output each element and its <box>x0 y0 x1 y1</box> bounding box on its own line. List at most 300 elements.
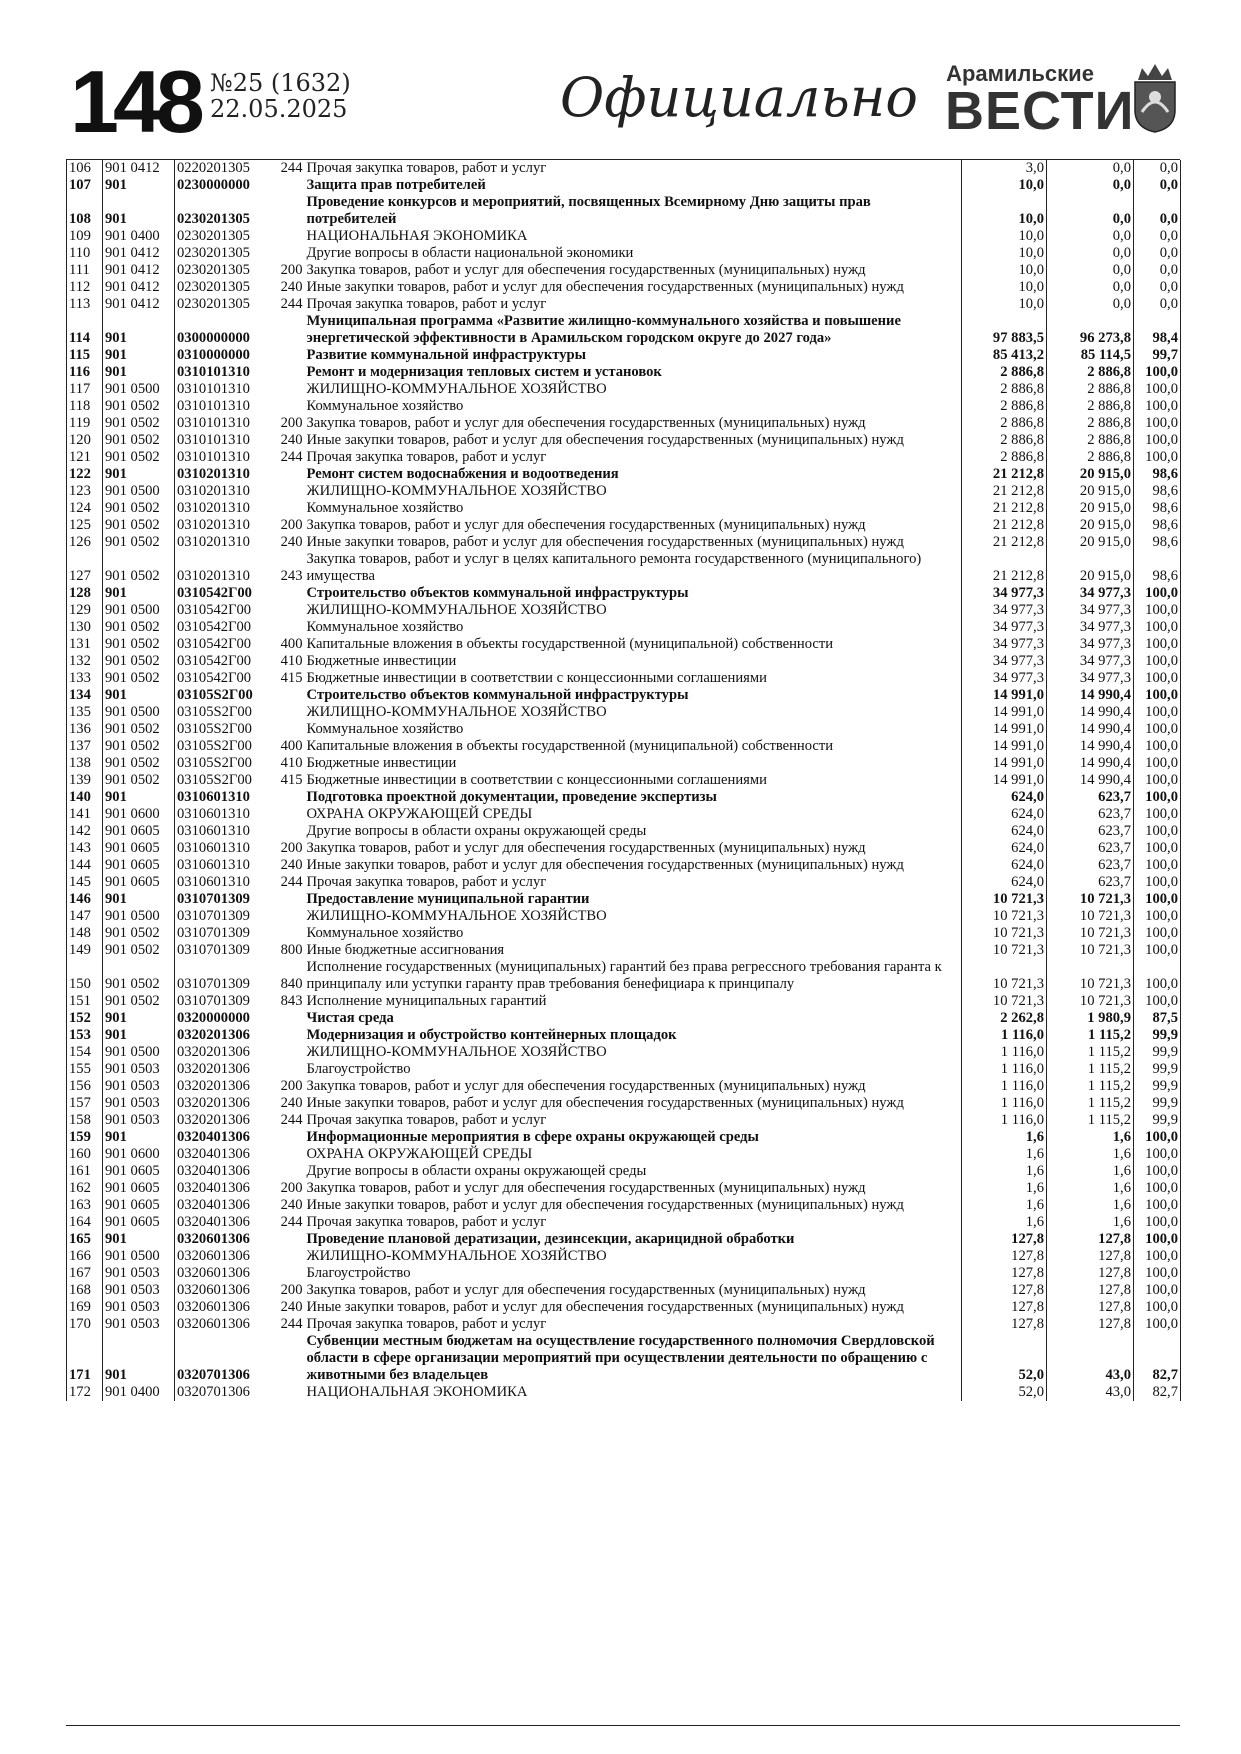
row-fact: 96 273,8 <box>1047 313 1134 347</box>
table-row <box>67 415 1181 432</box>
row-plan: 21 212,8 <box>962 466 1047 483</box>
row-csr <box>175 857 305 874</box>
row-number: 159 <box>67 1129 103 1146</box>
row-csr-code: 0320401306 <box>177 1180 250 1196</box>
row-csr <box>175 1010 305 1027</box>
table-row <box>67 364 1181 381</box>
row-csr-code: 0310201310 <box>177 534 250 550</box>
table-row <box>67 1384 1181 1401</box>
row-csr-code: 0320000000 <box>177 1010 250 1026</box>
row-number: 163 <box>67 1197 103 1214</box>
row-code: 901 <box>103 891 175 908</box>
table-row <box>67 857 1181 874</box>
page-header <box>70 52 1180 162</box>
row-csr-code: 0320601306 <box>177 1231 250 1247</box>
row-csr <box>175 874 305 891</box>
row-fact: 2 886,8 <box>1047 432 1134 449</box>
row-percent: 100,0 <box>1134 925 1181 942</box>
row-csr-code: 0320601306 <box>177 1248 250 1264</box>
row-vr-code: 240 <box>280 279 303 295</box>
row-code: 901 0502 <box>103 500 175 517</box>
row-csr-code: 0320201306 <box>177 1061 250 1077</box>
row-fact: 14 990,4 <box>1047 755 1134 772</box>
table-row <box>67 517 1181 534</box>
row-csr-code: 0320601306 <box>177 1316 250 1332</box>
row-number: 139 <box>67 772 103 789</box>
row-code: 901 0503 <box>103 1282 175 1299</box>
row-fact: 0,0 <box>1047 245 1134 262</box>
row-name: Защита прав потребителей <box>306 177 486 193</box>
table-row <box>67 1248 1181 1265</box>
row-csr-code: 0310542Г00 <box>177 636 252 652</box>
row-csr <box>175 347 305 364</box>
row-percent: 100,0 <box>1134 1146 1181 1163</box>
row-code: 901 0503 <box>103 1078 175 1095</box>
table-row <box>67 721 1181 738</box>
row-number: 152 <box>67 1010 103 1027</box>
row-fact: 20 915,0 <box>1047 534 1134 551</box>
row-csr-code: 0230201305 <box>177 279 250 295</box>
row-number: 107 <box>67 177 103 194</box>
row-number: 140 <box>67 789 103 806</box>
row-csr-code: 0310201310 <box>177 568 250 584</box>
row-csr-code: 0230201305 <box>177 228 250 244</box>
row-csr <box>175 245 305 262</box>
row-fact: 20 915,0 <box>1047 551 1134 585</box>
row-plan: 14 991,0 <box>962 738 1047 755</box>
row-vr-code: 415 <box>280 670 303 686</box>
row-csr-code: 0310601310 <box>177 823 250 839</box>
row-number: 142 <box>67 823 103 840</box>
row-fact: 623,7 <box>1047 789 1134 806</box>
row-percent: 100,0 <box>1134 1265 1181 1282</box>
row-percent: 99,7 <box>1134 347 1181 364</box>
logo-bottom-text: ВЕСТИ <box>945 81 1135 141</box>
row-vr-code: 200 <box>280 517 303 533</box>
row-plan: 97 883,5 <box>962 313 1047 347</box>
row-name: Иные закупки товаров, работ и услуг для обеспечения государственных (муниципальных) нужд <box>306 1197 904 1213</box>
row-code: 901 0605 <box>103 1180 175 1197</box>
row-plan: 1 116,0 <box>962 1095 1047 1112</box>
table-row <box>67 687 1181 704</box>
row-plan: 127,8 <box>962 1282 1047 1299</box>
table-row <box>67 891 1181 908</box>
row-fact: 20 915,0 <box>1047 517 1134 534</box>
row-name: ЖИЛИЩНО-КОММУНАЛЬНОЕ ХОЗЯЙСТВО <box>306 704 607 720</box>
table-row <box>67 500 1181 517</box>
row-name: Информационные мероприятия в сфере охраны окружающей среды <box>306 1129 759 1145</box>
row-plan: 21 212,8 <box>962 534 1047 551</box>
table-row <box>67 636 1181 653</box>
row-percent: 98,6 <box>1134 534 1181 551</box>
row-csr-code: 0320401306 <box>177 1197 250 1213</box>
row-number: 170 <box>67 1316 103 1333</box>
row-vr-code: 410 <box>280 653 303 669</box>
row-csr-code: 0310201310 <box>177 500 250 516</box>
row-number: 146 <box>67 891 103 908</box>
row-name: Бюджетные инвестиции <box>306 653 457 669</box>
budget-table <box>66 160 1181 1401</box>
row-csr-code: 0230000000 <box>177 177 250 193</box>
row-csr-code: 0320401306 <box>177 1214 250 1230</box>
row-fact: 43,0 <box>1047 1333 1134 1384</box>
row-code: 901 0502 <box>103 653 175 670</box>
row-name: Прочая закупка товаров, работ и услуг <box>306 1112 547 1128</box>
row-csr <box>175 1248 305 1265</box>
table-row <box>67 959 1181 993</box>
row-plan: 14 991,0 <box>962 704 1047 721</box>
row-csr <box>175 670 305 687</box>
row-code: 901 0502 <box>103 925 175 942</box>
row-vr-code: 843 <box>280 993 303 1009</box>
row-number: 155 <box>67 1061 103 1078</box>
row-plan: 10 721,3 <box>962 993 1047 1010</box>
row-vr-code: 410 <box>280 755 303 771</box>
row-code: 901 0502 <box>103 636 175 653</box>
row-code: 901 <box>103 347 175 364</box>
table-row <box>67 670 1181 687</box>
row-number: 112 <box>67 279 103 296</box>
row-csr <box>175 1078 305 1095</box>
row-name: Прочая закупка товаров, работ и услуг <box>306 874 547 890</box>
row-percent: 100,0 <box>1134 1180 1181 1197</box>
row-code: 901 0412 <box>103 160 175 177</box>
row-csr-code: 0310701309 <box>177 891 250 907</box>
row-number: 108 <box>67 194 103 228</box>
row-number: 164 <box>67 1214 103 1231</box>
row-fact: 1 115,2 <box>1047 1061 1134 1078</box>
row-name: Ремонт систем водоснабжения и водоотведения <box>306 466 619 482</box>
row-plan: 1,6 <box>962 1214 1047 1231</box>
row-number: 135 <box>67 704 103 721</box>
row-plan: 2 886,8 <box>962 398 1047 415</box>
row-percent: 100,0 <box>1134 840 1181 857</box>
row-vr-code: 200 <box>280 840 303 856</box>
row-code: 901 0502 <box>103 738 175 755</box>
table-row <box>67 381 1181 398</box>
row-percent: 82,7 <box>1134 1333 1181 1384</box>
row-csr-code: 0320201306 <box>177 1112 250 1128</box>
row-number: 169 <box>67 1299 103 1316</box>
row-name: Благоустройство <box>306 1265 411 1281</box>
row-plan: 21 212,8 <box>962 500 1047 517</box>
row-fact: 1 115,2 <box>1047 1112 1134 1129</box>
row-vr-code: 200 <box>280 1180 303 1196</box>
row-name: Прочая закупка товаров, работ и услуг <box>306 160 547 176</box>
row-fact: 623,7 <box>1047 840 1134 857</box>
row-name: Иные бюджетные ассигнования <box>306 942 505 958</box>
row-number: 156 <box>67 1078 103 1095</box>
row-number: 157 <box>67 1095 103 1112</box>
row-percent: 100,0 <box>1134 1299 1181 1316</box>
row-code: 901 0503 <box>103 1112 175 1129</box>
row-csr <box>175 755 305 772</box>
row-vr-code: 244 <box>280 449 303 465</box>
row-code: 901 <box>103 1231 175 1248</box>
row-plan: 1 116,0 <box>962 1027 1047 1044</box>
row-csr-code: 0310601310 <box>177 789 250 805</box>
table-row <box>67 483 1181 500</box>
row-name: Проведение плановой дератизации, дезинсекции, акарицидной обработки <box>306 1231 795 1247</box>
row-csr <box>175 1044 305 1061</box>
row-name: Коммунальное хозяйство <box>306 721 464 737</box>
row-fact: 20 915,0 <box>1047 500 1134 517</box>
table-row <box>67 1214 1181 1231</box>
row-percent: 100,0 <box>1134 687 1181 704</box>
row-percent: 100,0 <box>1134 1248 1181 1265</box>
row-code: 901 0605 <box>103 840 175 857</box>
row-csr <box>175 721 305 738</box>
row-fact: 20 915,0 <box>1047 466 1134 483</box>
table-row <box>67 551 1181 585</box>
table-row <box>67 1044 1181 1061</box>
row-fact: 2 886,8 <box>1047 415 1134 432</box>
row-plan: 1 116,0 <box>962 1078 1047 1095</box>
row-csr <box>175 1231 305 1248</box>
row-plan: 2 886,8 <box>962 381 1047 398</box>
row-percent: 99,9 <box>1134 1061 1181 1078</box>
row-vr-code: 400 <box>280 636 303 652</box>
row-code: 901 0500 <box>103 1248 175 1265</box>
row-fact: 1,6 <box>1047 1197 1134 1214</box>
row-number: 120 <box>67 432 103 449</box>
row-plan: 2 886,8 <box>962 449 1047 466</box>
row-plan: 10,0 <box>962 177 1047 194</box>
row-csr <box>175 636 305 653</box>
row-plan: 10 721,3 <box>962 891 1047 908</box>
row-csr <box>175 789 305 806</box>
table-row <box>67 194 1181 228</box>
row-csr <box>175 1027 305 1044</box>
row-percent: 100,0 <box>1134 670 1181 687</box>
row-csr <box>175 449 305 466</box>
row-name: Закупка товаров, работ и услуг для обеспечения государственных (муниципальных) нужд <box>306 415 866 431</box>
row-code: 901 0400 <box>103 228 175 245</box>
row-name: Другие вопросы в области национальной экономики <box>306 245 634 261</box>
row-percent: 100,0 <box>1134 942 1181 959</box>
row-csr-code: 0320401306 <box>177 1163 250 1179</box>
row-plan: 34 977,3 <box>962 636 1047 653</box>
row-plan: 10 721,3 <box>962 942 1047 959</box>
row-vr-code: 244 <box>280 1112 303 1128</box>
row-csr <box>175 1163 305 1180</box>
table-row <box>67 466 1181 483</box>
row-code: 901 0605 <box>103 1163 175 1180</box>
row-fact: 1 115,2 <box>1047 1078 1134 1095</box>
row-csr <box>175 194 305 228</box>
row-csr <box>175 619 305 636</box>
row-number: 122 <box>67 466 103 483</box>
row-csr-code: 0230201305 <box>177 262 250 278</box>
row-name: Бюджетные инвестиции <box>306 755 457 771</box>
row-plan: 624,0 <box>962 840 1047 857</box>
row-fact: 10 721,3 <box>1047 891 1134 908</box>
row-number: 119 <box>67 415 103 432</box>
row-number: 109 <box>67 228 103 245</box>
row-name: Иные закупки товаров, работ и услуг для обеспечения государственных (муниципальных) нужд <box>306 534 904 550</box>
row-fact: 85 114,5 <box>1047 347 1134 364</box>
table-row <box>67 755 1181 772</box>
row-csr-code: 0310542Г00 <box>177 619 252 635</box>
row-fact: 1 115,2 <box>1047 1044 1134 1061</box>
row-fact: 1,6 <box>1047 1146 1134 1163</box>
table-row <box>67 925 1181 942</box>
table-row <box>67 262 1181 279</box>
row-csr-code: 03105S2Г00 <box>177 738 252 754</box>
row-name: Проведение конкурсов и мероприятий, посвященных Всемирному Дню защиты прав потребителей <box>306 194 871 227</box>
row-name: Чистая среда <box>306 1010 394 1026</box>
table-row <box>67 908 1181 925</box>
row-percent: 98,6 <box>1134 466 1181 483</box>
row-plan: 52,0 <box>962 1333 1047 1384</box>
table-row <box>67 1333 1181 1384</box>
row-percent: 100,0 <box>1134 602 1181 619</box>
row-code: 901 <box>103 1010 175 1027</box>
table-row <box>67 993 1181 1010</box>
row-plan: 10,0 <box>962 279 1047 296</box>
table-row <box>67 296 1181 313</box>
row-number: 110 <box>67 245 103 262</box>
row-vr-code: 244 <box>280 160 303 176</box>
row-percent: 100,0 <box>1134 755 1181 772</box>
row-fact: 127,8 <box>1047 1265 1134 1282</box>
row-csr <box>175 738 305 755</box>
row-percent: 0,0 <box>1134 194 1181 228</box>
row-csr <box>175 823 305 840</box>
row-fact: 14 990,4 <box>1047 721 1134 738</box>
table-row <box>67 1010 1181 1027</box>
row-fact: 20 915,0 <box>1047 483 1134 500</box>
row-number: 145 <box>67 874 103 891</box>
row-csr <box>175 806 305 823</box>
row-percent: 99,9 <box>1134 1095 1181 1112</box>
row-fact: 1 115,2 <box>1047 1027 1134 1044</box>
row-code: 901 0502 <box>103 772 175 789</box>
table-row <box>67 1095 1181 1112</box>
row-vr-code: 415 <box>280 772 303 788</box>
row-code: 901 0502 <box>103 517 175 534</box>
row-name: НАЦИОНАЛЬНАЯ ЭКОНОМИКА <box>306 1384 528 1400</box>
row-csr-code: 0310101310 <box>177 432 250 448</box>
row-number: 111 <box>67 262 103 279</box>
row-code: 901 0412 <box>103 262 175 279</box>
row-number: 113 <box>67 296 103 313</box>
table-bottom-rule <box>66 1725 1180 1726</box>
row-code: 901 0502 <box>103 432 175 449</box>
row-percent: 82,7 <box>1134 1384 1181 1401</box>
row-csr <box>175 432 305 449</box>
table-row <box>67 1146 1181 1163</box>
row-csr-code: 0310601310 <box>177 857 250 873</box>
row-csr <box>175 959 305 993</box>
logo-top-text: Арамильские <box>946 61 1094 86</box>
row-name: ОХРАНА ОКРУЖАЮЩЕЙ СРЕДЫ <box>306 806 533 822</box>
row-plan: 21 212,8 <box>962 483 1047 500</box>
row-csr <box>175 891 305 908</box>
table-row <box>67 619 1181 636</box>
row-fact: 1,6 <box>1047 1163 1134 1180</box>
table-row <box>67 398 1181 415</box>
row-name: Субвенции местным бюджетам на осуществление государственного полномочия Свердловской области в сфере организации мероприятий при осуществлении деятельности по обращению с животными без владельцев <box>306 1333 935 1383</box>
row-plan: 52,0 <box>962 1384 1047 1401</box>
table-row <box>67 942 1181 959</box>
row-name: НАЦИОНАЛЬНАЯ ЭКОНОМИКА <box>306 228 528 244</box>
table-row <box>67 279 1181 296</box>
row-code: 901 <box>103 194 175 228</box>
row-csr <box>175 279 305 296</box>
row-code: 901 0605 <box>103 1214 175 1231</box>
row-fact: 14 990,4 <box>1047 738 1134 755</box>
row-plan: 2 886,8 <box>962 364 1047 381</box>
row-vr-code: 244 <box>280 296 303 312</box>
row-csr-code: 0320201306 <box>177 1027 250 1043</box>
row-plan: 624,0 <box>962 789 1047 806</box>
row-csr <box>175 517 305 534</box>
row-percent: 99,9 <box>1134 1027 1181 1044</box>
row-number: 133 <box>67 670 103 687</box>
row-code: 901 <box>103 177 175 194</box>
row-csr <box>175 1265 305 1282</box>
row-vr-code: 200 <box>280 262 303 278</box>
row-fact: 1 980,9 <box>1047 1010 1134 1027</box>
row-csr <box>175 415 305 432</box>
row-percent: 0,0 <box>1134 228 1181 245</box>
newspaper-logo <box>945 61 1135 141</box>
row-percent: 100,0 <box>1134 738 1181 755</box>
row-csr <box>175 534 305 551</box>
row-fact: 1 115,2 <box>1047 1095 1134 1112</box>
row-percent: 100,0 <box>1134 653 1181 670</box>
row-percent: 0,0 <box>1134 177 1181 194</box>
row-code: 901 0502 <box>103 670 175 687</box>
row-name: Бюджетные инвестиции в соответствии с концессионными соглашениями <box>306 670 767 686</box>
row-fact: 10 721,3 <box>1047 993 1134 1010</box>
row-csr-code: 0230201305 <box>177 211 250 227</box>
row-percent: 100,0 <box>1134 364 1181 381</box>
row-csr-code: 0320701306 <box>177 1367 250 1383</box>
row-plan: 2 886,8 <box>962 415 1047 432</box>
row-fact: 0,0 <box>1047 279 1134 296</box>
row-name: Исполнение муниципальных гарантий <box>306 993 547 1009</box>
row-plan: 10 721,3 <box>962 908 1047 925</box>
row-percent: 100,0 <box>1134 789 1181 806</box>
row-csr <box>175 1095 305 1112</box>
row-fact: 127,8 <box>1047 1248 1134 1265</box>
row-csr-code: 0320601306 <box>177 1265 250 1281</box>
row-vr-code: 240 <box>280 432 303 448</box>
row-code: 901 0500 <box>103 704 175 721</box>
row-csr <box>175 296 305 313</box>
row-fact: 2 886,8 <box>1047 381 1134 398</box>
table-row <box>67 313 1181 347</box>
row-plan: 2 886,8 <box>962 432 1047 449</box>
row-number: 143 <box>67 840 103 857</box>
row-csr <box>175 585 305 602</box>
row-percent: 100,0 <box>1134 415 1181 432</box>
row-code: 901 0502 <box>103 551 175 585</box>
row-name: Подготовка проектной документации, проведение экспертизы <box>306 789 717 805</box>
row-percent: 100,0 <box>1134 1316 1181 1333</box>
row-name: Благоустройство <box>306 1061 411 1077</box>
row-percent: 100,0 <box>1134 857 1181 874</box>
row-number: 160 <box>67 1146 103 1163</box>
row-fact: 10 721,3 <box>1047 908 1134 925</box>
row-percent: 98,6 <box>1134 483 1181 500</box>
row-percent: 99,9 <box>1134 1044 1181 1061</box>
row-fact: 14 990,4 <box>1047 687 1134 704</box>
row-plan: 1,6 <box>962 1163 1047 1180</box>
row-percent: 100,0 <box>1134 619 1181 636</box>
